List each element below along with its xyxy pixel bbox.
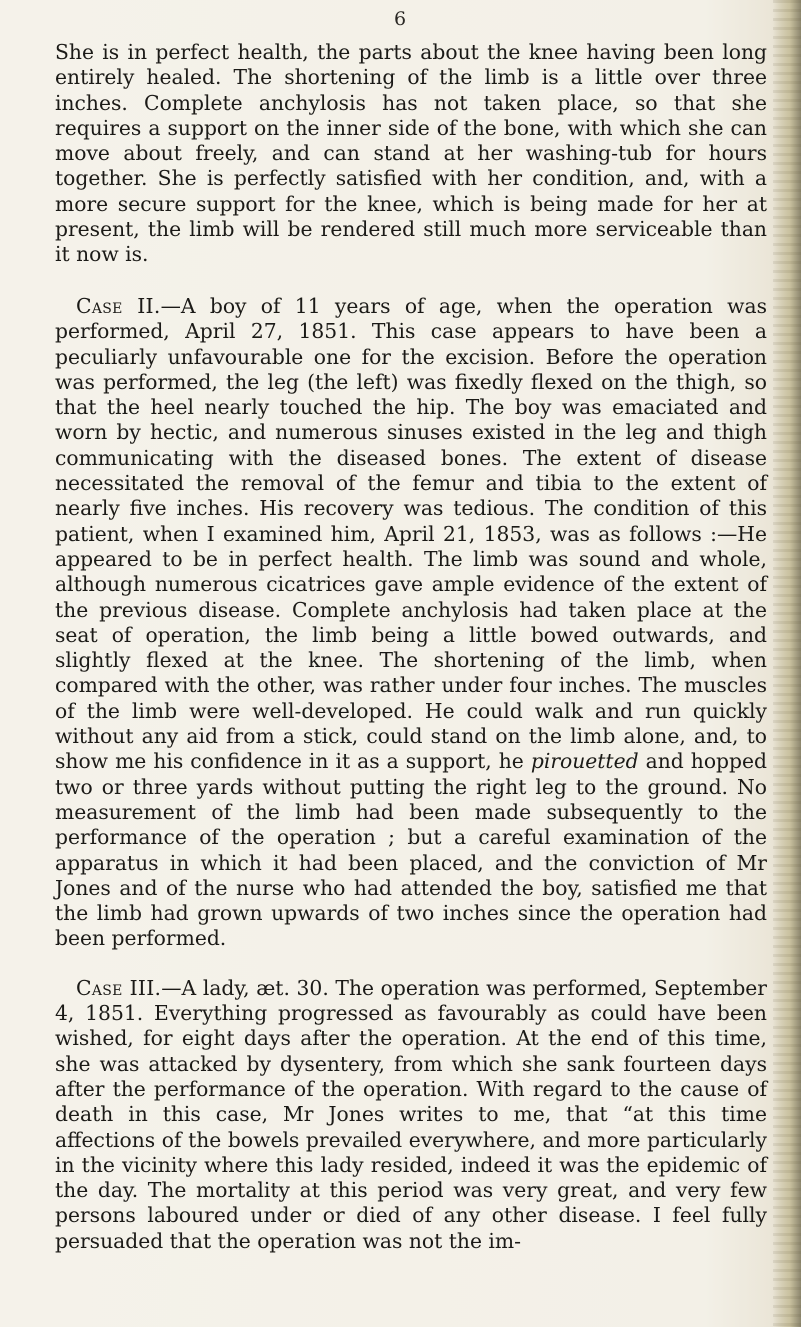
case-iii-heading: Case III. <box>76 975 162 1000</box>
paragraph-case-ii <box>55 294 767 952</box>
paragraph-1-text: She is in perfect health, the parts about the knee having been long entirely healed. The shortening of the limb is a little over three inches. Complete anchylosis has not taken place, so that she requires a support on the inner side of the bone, with which she can move about freely, and can stand at her washing-tub for hours together. She is perfectly satisfied with her condition, and, with a more secure support for the knee, which is being made for her at present, the limb will be rendered still much more serviceable than it now is. <box>55 40 767 267</box>
case-ii-text-part-1: —A boy of 11 years of age, when the operation was performed, April 27, 1851. This case appears to have been a peculiarly unfavourable one for the excision. Before the operation was performed, the leg (the left) was fixedly flexed on the thigh, so that the heel nearly touched the hip. The boy was emaciated and worn by hectic, and numerous sinuses existed in the leg and thigh communicating with the diseased bones. The extent of disease necessitated the removal of the femur and tibia to the extent of nearly five inches. His recovery was tedious. The condition of this patient, when I examined him, April 21, 1853, was as follows :—He appeared to be in perfect health. The limb was sound and whole, although numerous cicatrices gave ample evidence of the extent of the previous disease. Complete anchylosis had taken place at the seat of operation, the limb being a little bowed outwards, and slightly flexed at the knee. The shortening of the limb, when compared with the other, was rather under four inches. The muscles of the limb were well-developed. He could walk and run quickly without any aid from a stick, could stand on the limb alone, and, to show me his confidence in it as a support, he <box>55 294 767 774</box>
case-iii-text: —A lady, æt. 30. The operation was performed, September 4, 1851. Everything progressed as favourably as could have been wished, for eight days after the operation. At the end of this time, she was attacked by dysentery, from which she sank fourteen days after the performance of the operation. With regard to the cause of death in this case, Mr Jones writes to me, that “at this time affections of the bowels prevailed everywhere, and more particularly in the vicinity where this lady resided, indeed it was the epidemic of the day. The mortality at this period was very great, and very few persons laboured under or died of any other disease. I feel fully persuaded that the operation was not the im- <box>55 975 767 1253</box>
body-text <box>55 40 767 1254</box>
case-ii-heading: Case II. <box>76 294 161 318</box>
page-number: 6 <box>393 8 408 30</box>
case-ii-italic-word: pirouetted <box>530 749 639 774</box>
paragraph-1 <box>55 40 767 294</box>
page-binding-edge <box>773 0 801 1327</box>
paragraph-case-iii <box>55 976 767 1254</box>
case-ii-text-part-2: and hopped two or three yards without putting the right leg to the ground. No measurement of the limb had been made subsequently to the performance of the operation ; but a careful examination of the apparatus in which it had been placed, and the conviction of Mr Jones and of the nurse who had attended the boy, satisfied me that the limb had grown upwards of two inches since the operation had been performed. <box>55 749 767 951</box>
